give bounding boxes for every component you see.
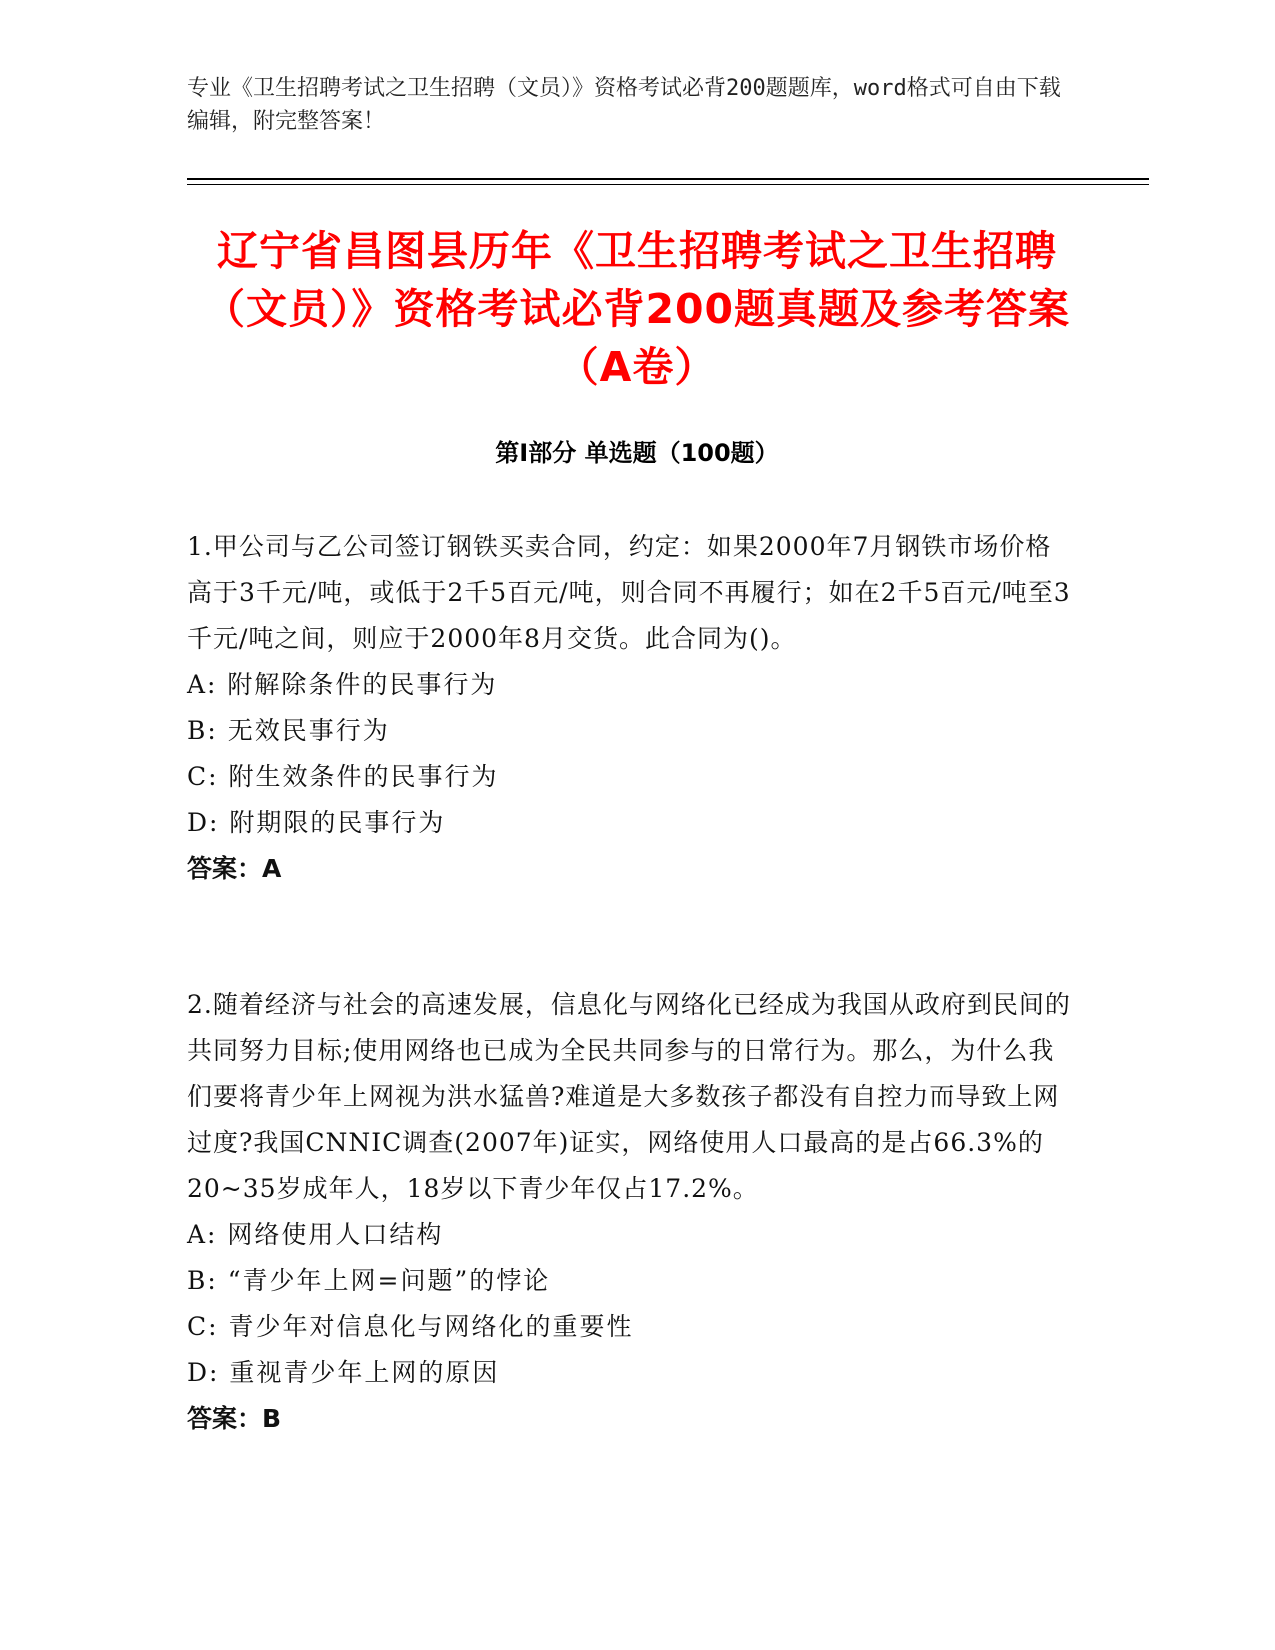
answer: 答案：A (187, 854, 282, 883)
option-a: A: 网络使用人口结构 (187, 1220, 444, 1249)
option-b: B: 无效民事行为 (187, 716, 390, 745)
question-1 (187, 524, 1077, 892)
option-d: D: 附期限的民事行为 (187, 808, 446, 837)
header-divider-thick (187, 178, 1149, 180)
question-stem: 2.随着经济与社会的高速发展，信息化与网络化已经成为我国从政府到民间的共同努力目标;使用网络也已成为全民共同参与的日常行为。那么，为什么我们要将青少年上网视为洪水猛兽?难道是大多数孩子都没有自控力而导致上网过度?我国CNNIC调查(2007年)证实，网络使用人口最高的是占66.3%的20~35岁成年人，18岁以下青少年仅占17.2%。 (187, 990, 1071, 1203)
answer: 答案：B (187, 1404, 282, 1433)
option-a: A: 附解除条件的民事行为 (187, 670, 498, 699)
question-2 (187, 982, 1077, 1442)
question-stem: 1.甲公司与乙公司签订钢铁买卖合同，约定：如果2000年7月钢铁市场价格高于3千元/吨，或低于2千5百元/吨，则合同不再履行；如在2千5百元/吨至3千元/吨之间，则应于2000年8月交货。此合同为()。 (187, 532, 1071, 653)
header-note: 专业《卫生招聘考试之卫生招聘（文员）》资格考试必背200题题库，word格式可自由下载编辑，附完整答案！ (187, 76, 1061, 134)
header-divider-thin (187, 184, 1149, 185)
option-c: C: 附生效条件的民事行为 (187, 762, 499, 791)
option-d: D: 重视青少年上网的原因 (187, 1358, 500, 1387)
option-c: C: 青少年对信息化与网络化的重要性 (187, 1312, 634, 1341)
document-title: 辽宁省昌图县历年《卫生招聘考试之卫生招聘（文员）》资格考试必背200题真题及参考答案（A卷） (203, 227, 1071, 391)
section-heading: 第I部分 单选题（100题） (495, 439, 779, 467)
option-b: B: “青少年上网=问题”的悖论 (187, 1266, 551, 1295)
